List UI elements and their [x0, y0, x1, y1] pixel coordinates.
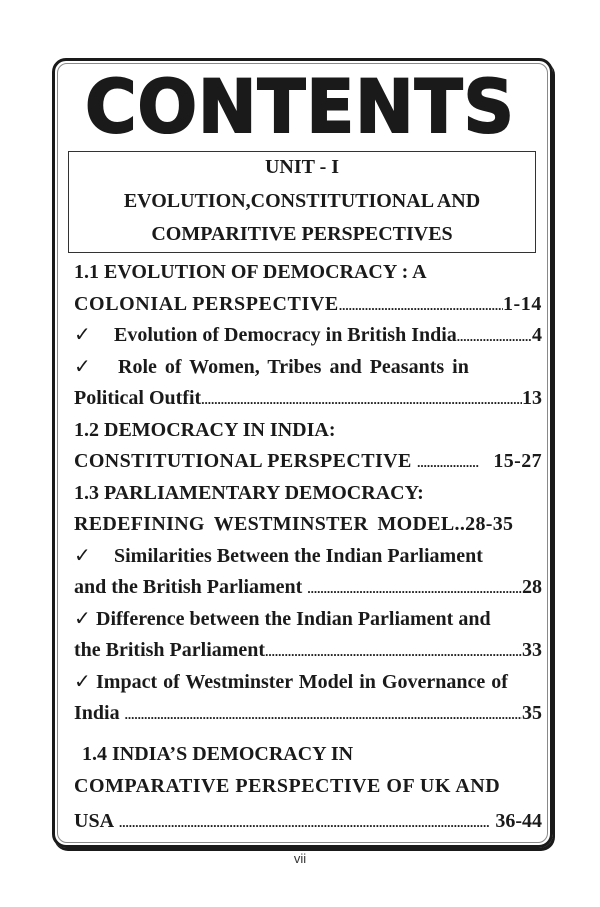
toc-subtopic-evolution-british-india[interactable]: ✓ Evolution of Democracy in British India ..... 4 [74, 322, 542, 348]
toc-subtopic-role-of-women[interactable]: ✓ Role of Women, Tribes and Peasants in [74, 356, 469, 378]
page-ref: 15-27 [493, 450, 542, 472]
toc-section-1-3-leader[interactable]: REDEFINING WESTMINSTER MODEL .. 28-35 [74, 513, 514, 535]
dot-leader [339, 291, 503, 317]
checkmark-icon: ✓ [74, 324, 91, 346]
checkmark-icon: ✓ [74, 356, 91, 378]
page-ref: 35 [522, 702, 542, 724]
dot-leader [125, 700, 522, 726]
toc-section-1-3-title[interactable]: 1.3 PARLIAMENTARY DEMOCRACY: [74, 482, 424, 504]
toc-section-1-4-line2[interactable]: COMPARATIVE PERSPECTIVE OF UK AND [74, 775, 501, 797]
toc-subtopic-difference-leader[interactable]: the British Parliament ..... 33 [74, 637, 542, 663]
page-ref: 4 [532, 324, 542, 346]
contents-title: CONTENTS [85, 63, 515, 151]
unit-heading-line2: COMPARITIVE PERSPECTIVES [151, 223, 453, 245]
dot-leader [201, 385, 522, 411]
toc-section-1-2-leader[interactable]: CONSTITUTIONAL PERSPECTIVE ..... 15-27 [74, 448, 542, 474]
dot-leader [307, 574, 522, 600]
toc-subtopic-similarities-leader[interactable]: and the British Parliament ..... 28 [74, 574, 542, 600]
toc-section-1-1-title[interactable]: 1.1 EVOLUTION OF DEMOCRACY : A [74, 261, 427, 283]
unit-header-box [68, 151, 536, 253]
toc-subtopic-role-of-women-leader[interactable]: Political Outfit ..... 13 [74, 385, 542, 411]
page-ref: 28-35 [465, 513, 514, 535]
page-ref: 36-44 [495, 810, 542, 832]
checkmark-icon: ✓ [74, 545, 91, 567]
dot-leader [119, 808, 489, 834]
toc-subtopic-impact-leader[interactable]: India ..... 35 [74, 700, 542, 726]
page-ref: 33 [522, 639, 542, 661]
page-ref: 28 [522, 576, 542, 598]
toc-section-1-4-title[interactable]: 1.4 INDIA’S DEMOCRACY IN [82, 743, 354, 765]
toc-subtopic-similarities[interactable]: ✓ Similarities Between the Indian Parliament [74, 545, 483, 567]
checkmark-icon: ✓ [74, 608, 91, 630]
unit-label: UNIT - I [264, 156, 340, 178]
dot-leader [457, 322, 532, 348]
dot-leader [265, 637, 522, 663]
toc-subtopic-difference[interactable]: ✓ Difference between the Indian Parliament and [74, 608, 491, 630]
page-number: vii [293, 851, 307, 866]
toc-section-1-4-leader[interactable]: USA ..... 36-44 [74, 808, 542, 834]
toc-subtopic-impact[interactable]: ✓ Impact of Westminster Model in Governance of [74, 671, 508, 693]
dot-leader [417, 448, 479, 474]
page-ref: 13 [522, 387, 542, 409]
toc-section-1-1-leader[interactable]: COLONIAL PERSPECTIVE ..... 1-14 [74, 291, 542, 317]
toc-section-1-2-title[interactable]: 1.2 DEMOCRACY IN INDIA: [74, 419, 336, 441]
page-ref: 1-14 [502, 293, 542, 315]
checkmark-icon: ✓ [74, 671, 91, 693]
unit-heading-line1: EVOLUTION,CONSTITUTIONAL AND [123, 190, 481, 212]
